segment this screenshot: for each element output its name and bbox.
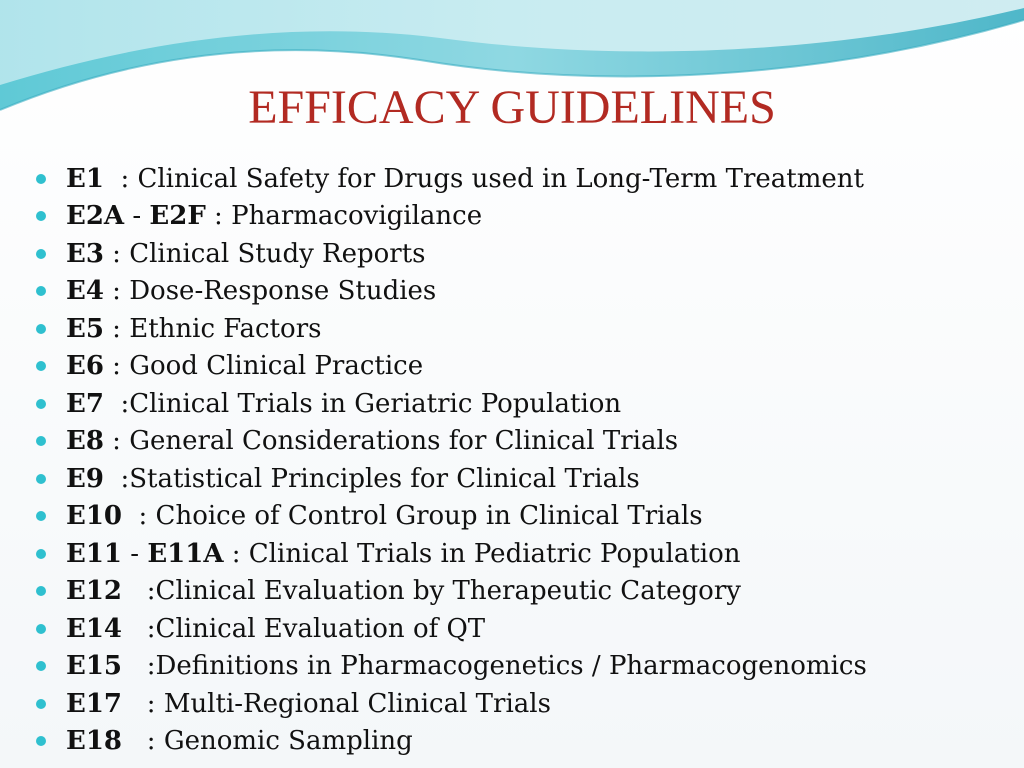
guideline-title: :Clinical Evaluation of QT: [122, 613, 486, 644]
bullet-dot-icon: [36, 174, 46, 184]
list-item: [36, 348, 867, 386]
guideline-title: : Multi-Regional Clinical Trials: [122, 688, 551, 719]
guideline-code: E2A: [66, 201, 125, 232]
bullet-dot-icon: [36, 324, 46, 334]
guideline-code: E1: [66, 163, 104, 194]
guideline-title: :Definitions in Pharmacogenetics / Pharmacogenomics: [122, 651, 867, 682]
guideline-code: E14: [66, 613, 122, 644]
list-item: [36, 385, 867, 423]
bullet-dot-icon: [36, 286, 46, 296]
guideline-code: E12: [66, 576, 122, 607]
guideline-title: : Ethnic Factors: [103, 313, 322, 344]
bullet-dot-icon: [36, 586, 46, 596]
list-item: [36, 498, 867, 536]
slide-title: EFFICACY GUIDELINES: [248, 81, 776, 134]
guideline-title: :Clinical Evaluation by Therapeutic Category: [122, 576, 741, 607]
guideline-code: E6: [66, 351, 104, 382]
guideline-code: E11: [66, 538, 122, 569]
guideline-title: : Good Clinical Practice: [103, 351, 424, 382]
guideline-title: : Clinical Study Reports: [103, 238, 426, 269]
bullet-dot-icon: [36, 249, 46, 259]
guideline-title: : Dose-Response Studies: [103, 276, 437, 307]
guideline-title: : Clinical Safety for Drugs used in Long-Term Treatment: [103, 163, 864, 194]
bullet-dot-icon: [36, 624, 46, 634]
guideline-code-separator: -: [124, 201, 150, 232]
bullet-dot-icon: [36, 736, 46, 746]
bullet-dot-icon: [36, 211, 46, 221]
bullet-dot-icon: [36, 399, 46, 409]
bullet-dot-icon: [36, 361, 46, 371]
guideline-code: E17: [66, 688, 122, 719]
guideline-title: : General Considerations for Clinical Trials: [103, 426, 679, 457]
list-item: [36, 573, 867, 611]
list-item: [36, 273, 867, 311]
guideline-code: E18: [66, 726, 122, 757]
list-item: [36, 648, 867, 686]
guideline-title: :Clinical Trials in Geriatric Population: [103, 388, 622, 419]
bullet-dot-icon: [36, 699, 46, 709]
list-item: [36, 310, 867, 348]
bullet-dot-icon: [36, 474, 46, 484]
bullet-dot-icon: [36, 549, 46, 559]
bullet-dot-icon: [36, 661, 46, 671]
bullet-dot-icon: [36, 436, 46, 446]
list-item: [36, 723, 867, 761]
guideline-code: E15: [66, 651, 122, 682]
guideline-code: E8: [66, 426, 104, 457]
list-item: [36, 235, 867, 273]
guideline-title: : Pharmacovigilance: [205, 201, 483, 232]
guideline-title: : Genomic Sampling: [122, 726, 413, 757]
list-item: [36, 460, 867, 498]
guideline-code: E3: [66, 238, 104, 269]
guideline-code: E7: [66, 388, 104, 419]
list-item: [36, 610, 867, 648]
list-item: [36, 685, 867, 723]
guideline-code: E9: [66, 463, 104, 494]
guideline-title: : Choice of Control Group in Clinical Trials: [122, 501, 703, 532]
guideline-title: :Statistical Principles for Clinical Trials: [103, 463, 640, 494]
list-item: [36, 535, 867, 573]
guideline-code: E5: [66, 313, 104, 344]
guideline-code: E4: [66, 276, 104, 307]
guideline-code: E11A: [147, 538, 224, 569]
guideline-title: : Clinical Trials in Pediatric Population: [223, 538, 741, 569]
bullet-dot-icon: [36, 511, 46, 521]
list-item: [36, 160, 867, 198]
guideline-code: E10: [66, 501, 122, 532]
guidelines-list: [36, 160, 867, 760]
list-item: [36, 198, 867, 236]
list-item: [36, 423, 867, 461]
guideline-code-separator: -: [122, 538, 148, 569]
guideline-code: E2F: [149, 201, 206, 232]
